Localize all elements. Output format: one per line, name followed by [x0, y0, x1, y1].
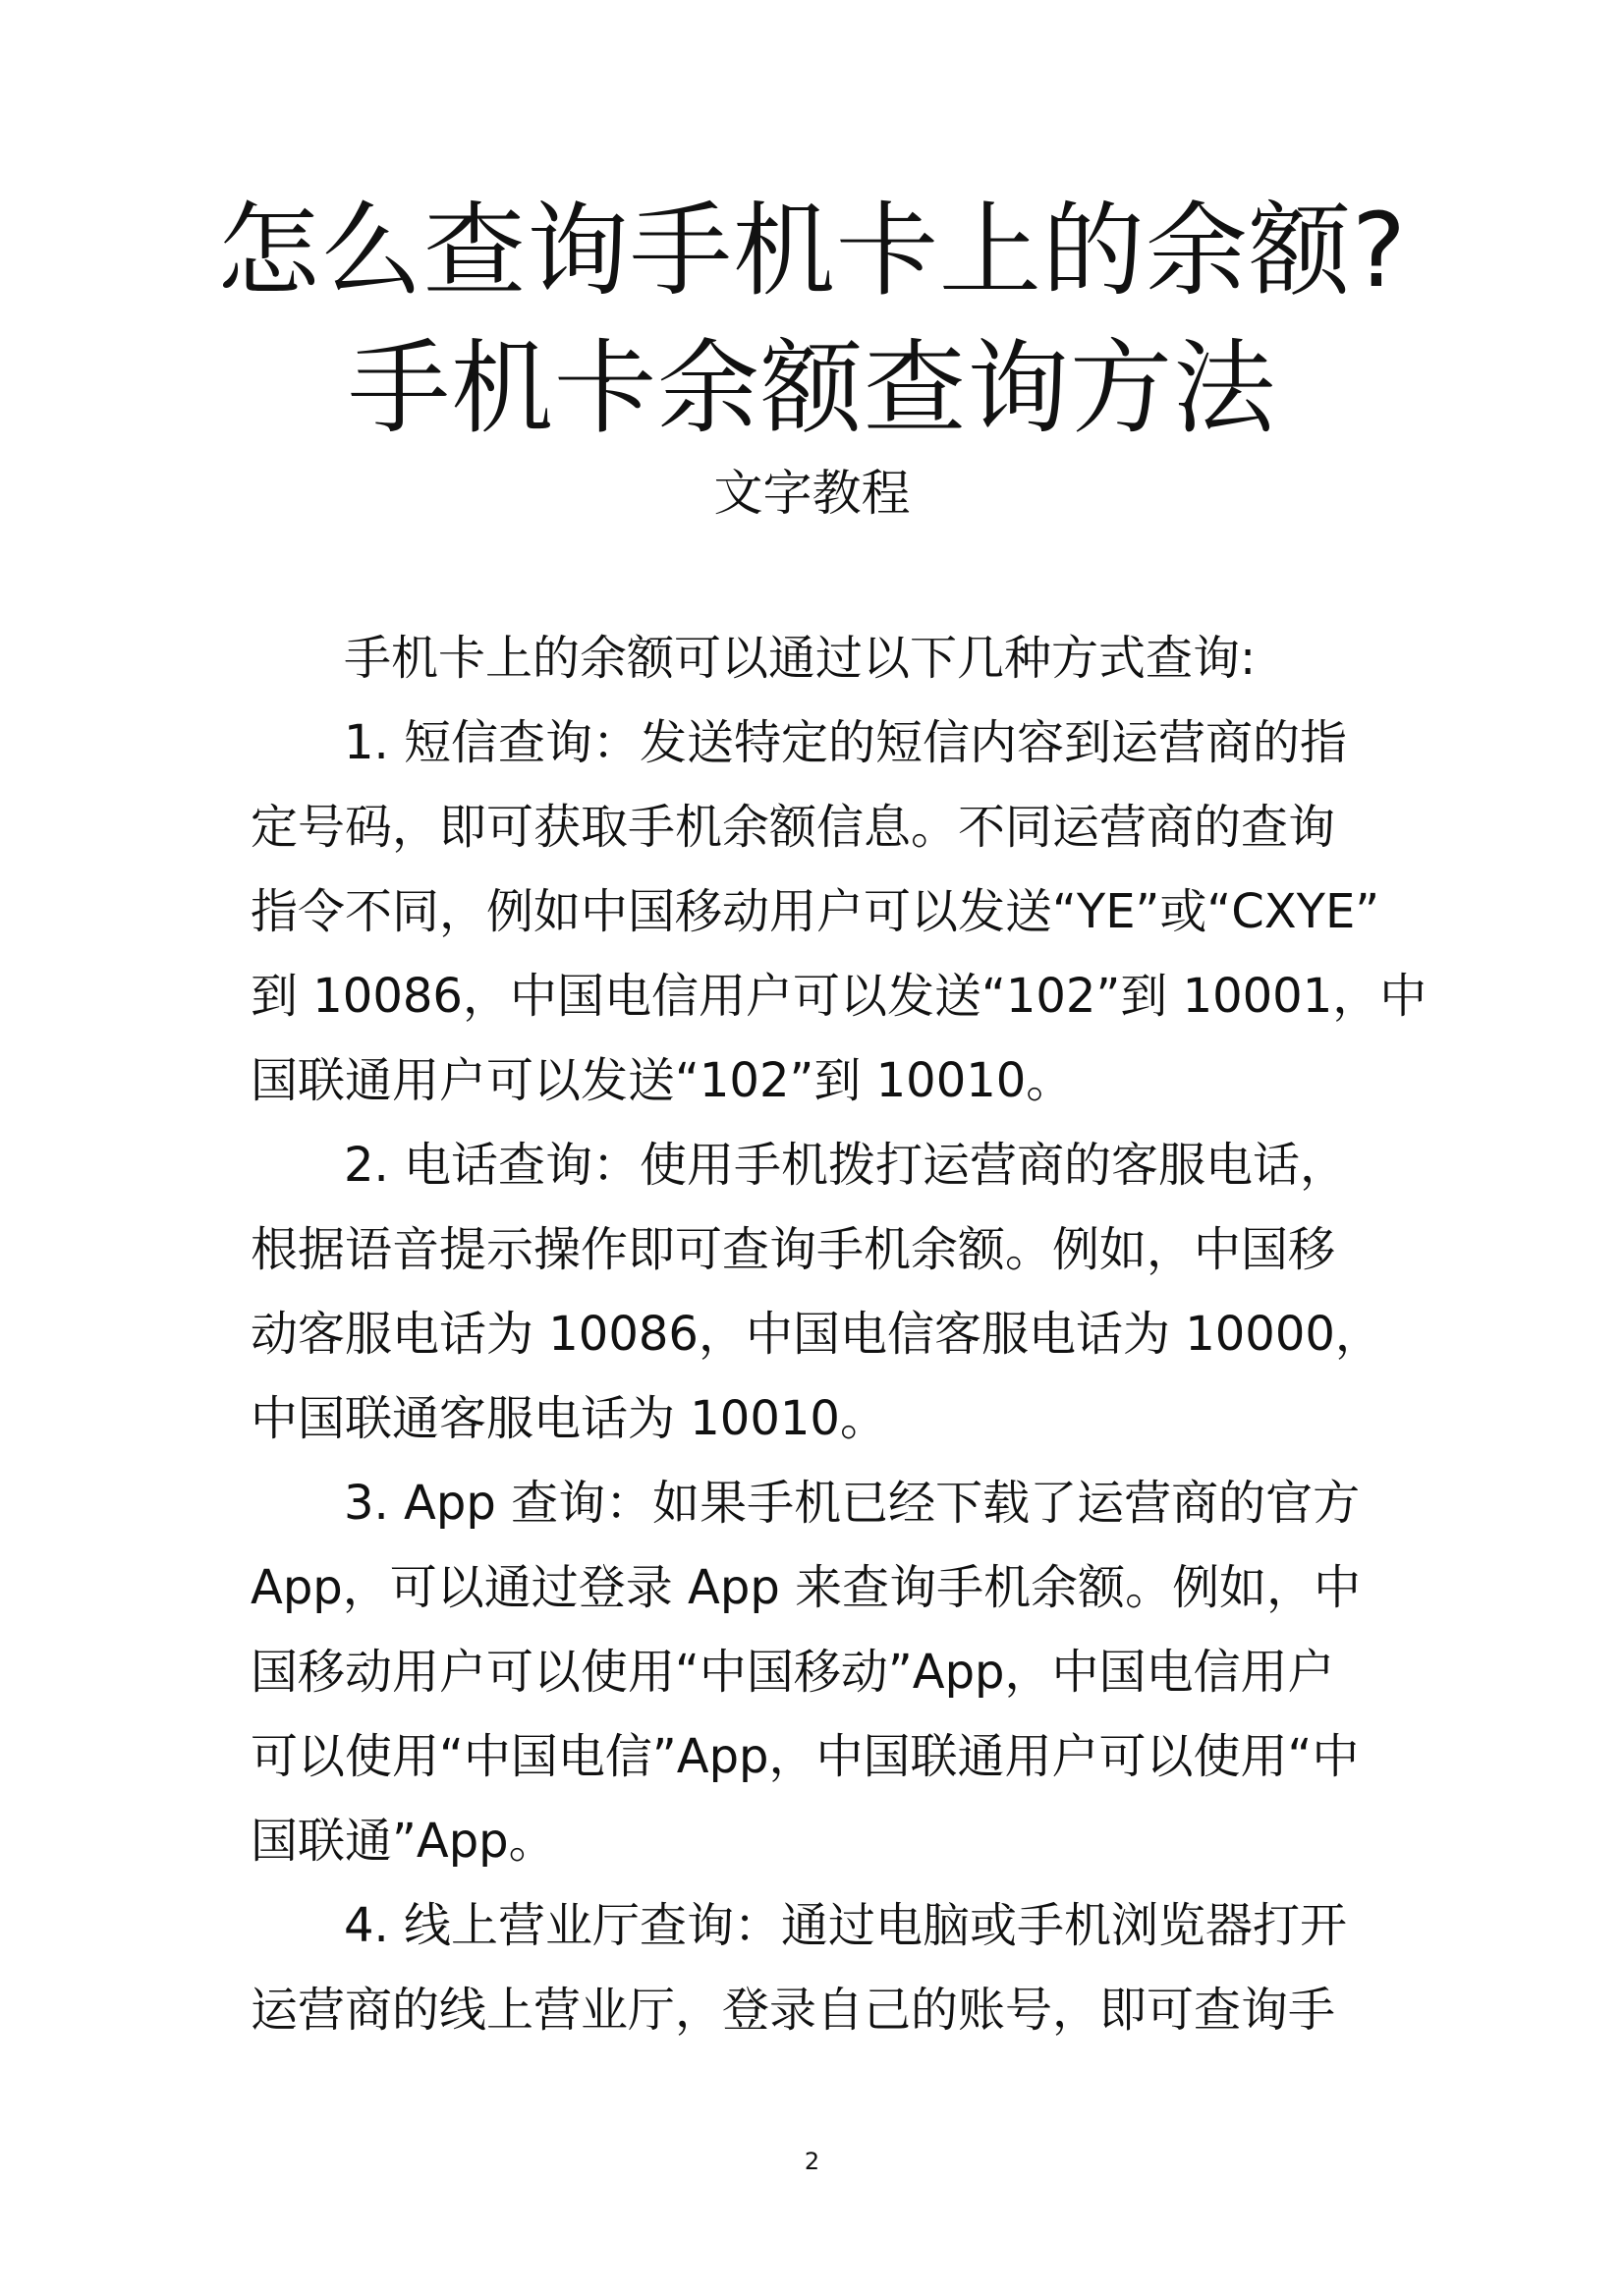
- item-3-line-4: 可以使用“中国电信”App，中国联通用户可以使用“中: [251, 1729, 1360, 1784]
- item-1-line-5: 国联通用户可以发送“102”到 10010。: [251, 1053, 1074, 1108]
- item-1-line-3: 指令不同，例如中国移动用户可以发送“YE”或“CXYE”: [251, 884, 1380, 939]
- item-3-line-1: 3. App 查询：如果手机已经下载了运营商的官方: [344, 1476, 1361, 1531]
- item-2-line-1: 2. 电话查询：使用手机拨打运营商的客服电话，: [344, 1138, 1348, 1193]
- item-4-line-2: 运营商的线上营业厅，登录自己的账号，即可查询手: [251, 1983, 1336, 2038]
- item-1-line-4: 到 10086，中国电信用户可以发送“102”到 10001，中: [251, 969, 1428, 1024]
- item-1-line-1: 1. 短信查询：发送特定的短信内容到运营商的指: [344, 715, 1348, 770]
- item-3-line-3: 国移动用户可以使用“中国移动”App，中国电信用户: [251, 1645, 1335, 1700]
- item-2-line-3: 动客服电话为 10086，中国电信客服电话为 10000，: [251, 1307, 1382, 1362]
- title-line-1: 怎么查询手机卡上的余额?: [216, 191, 1408, 310]
- item-3-line-2: App，可以通过登录 App 来查询手机余额。例如，中: [251, 1560, 1362, 1615]
- item-3-line-5: 国联通”App。: [251, 1814, 556, 1869]
- item-4-line-1: 4. 线上营业厅查询：通过电脑或手机浏览器打开: [344, 1898, 1348, 1953]
- item-2-line-4: 中国联通客服电话为 10010。: [251, 1391, 887, 1446]
- title-line-2: 手机卡余额查询方法: [347, 328, 1276, 448]
- paragraph-intro: 手机卡上的余额可以通过以下几种方式查询:: [344, 631, 1257, 686]
- item-1-line-2: 定号码，即可获取手机余额信息。不同运营商的查询: [251, 800, 1336, 855]
- item-2-line-2: 根据语音提示操作即可查询手机余额。例如，中国移: [251, 1222, 1336, 1277]
- page-number: 2: [804, 2148, 820, 2175]
- subtitle: 文字教程: [713, 465, 911, 522]
